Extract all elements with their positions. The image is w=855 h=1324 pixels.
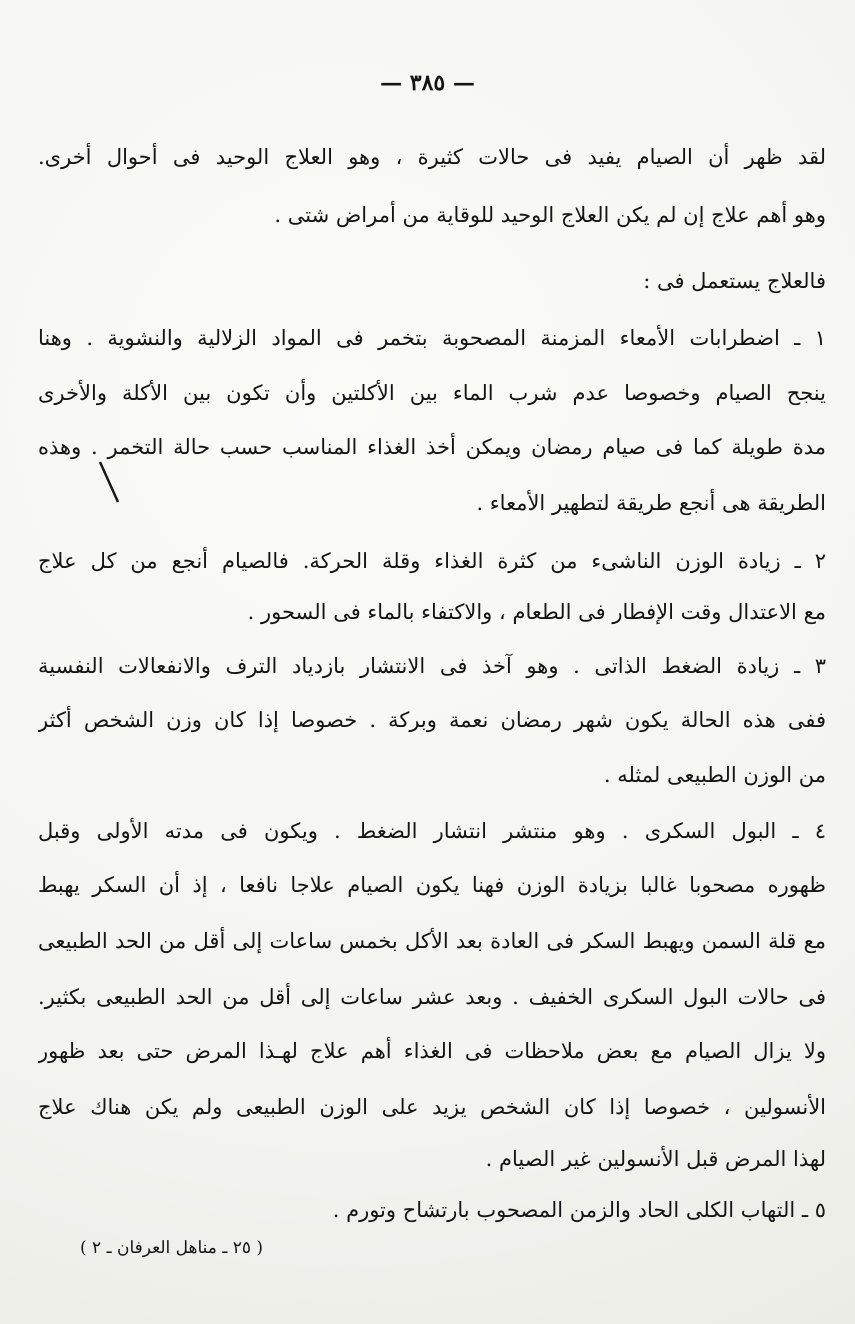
text-line-12: من الوزن الطبيعى لمثله . — [603, 763, 826, 787]
text-line-17: ولا يزال الصيام مع بعض ملاحظات فى الغذاء أهم علاج لهـذا المرض حتى بعد ظهور — [38, 1039, 826, 1063]
text-line-1: لقد ظهر أن الصيام يفيد فى حالات كثيرة ، وهو العلاج الوحيد فى أحوال أخرى. — [38, 145, 826, 169]
text-line-5: ينجح الصيام وخصوصا عدم شرب الماء بين الأكلتين وأن تكون بين الأكلة والأخرى — [38, 381, 826, 405]
text-line-2: وهو أهم علاج إن لم يكن العلاج الوحيد للوقاية من أمراض شتى . — [274, 203, 826, 227]
text-line-10: ٣ ـ زيادة الضغط الذاتى . وهو آخذ فى الانتشار بازدياد الترف والانفعالات النفسية — [38, 654, 826, 678]
text-line-14: ظهوره مصحوبا غالبا بزيادة الوزن فهنا يكون الصيام علاجا نافعا ، إذ أن السكر يهبط — [38, 873, 826, 897]
page-number: — ٣٨٥ — — [380, 70, 475, 96]
text-line-11: ففى هذه الحالة يكون شهر رمضان نعمة وبركة . خصوصا إذا كان وزن الشخص أكثر — [38, 708, 826, 732]
text-line-18: الأنسولين ، خصوصا إذا كان الشخص يزيد على الوزن الطبيعى ولم يكن هناك علاج — [38, 1095, 826, 1119]
text-line-7: الطريقة هى أنجع طريقة لتطهير الأمعاء . — [476, 491, 826, 515]
text-line-9: مع الاعتدال وقت الإفطار فى الطعام ، والاكتفاء بالماء فى السحور . — [247, 600, 826, 624]
text-line-8: ٢ ـ زيادة الوزن الناشىء من كثرة الغذاء وقلة الحركة. فالصيام أنجع من كل علاج — [38, 549, 826, 573]
text-line-15: مع قلة السمن ويهبط السكر فى العادة بعد الأكل بخمس ساعات إلى أقل من الحد الطبيعى — [38, 929, 826, 953]
text-line-6: مدة طويلة كما فى صيام رمضان ويمكن أخذ الغذاء المناسب حسب حالة التخمر . وهذه — [38, 435, 826, 459]
text-line-19: لهذا المرض قبل الأنسولين غير الصيام . — [485, 1147, 826, 1171]
text-line-20: ٥ ـ التهاب الكلى الحاد والزمن المصحوب بارتشاح وتورم . — [332, 1198, 826, 1222]
text-line-4: ١ ـ اضطرابات الأمعاء المزمنة المصحوبة بتخمر فى المواد الزلالية والنشوية . وهنا — [38, 326, 826, 350]
text-line-13: ٤ ـ البول السكرى . وهو منتشر انتشار الضغط . ويكون فى مدته الأولى وقبل — [38, 819, 826, 843]
footer-signature: ( ٢٥ ـ مناهل العرفان ـ ٢ ) — [80, 1238, 264, 1258]
pen-mark — [96, 458, 126, 508]
text-line-16: فى حالات البول السكرى الخفيف . وبعد عشر ساعات إلى أقل من الحد الطبيعى بكثير. — [38, 985, 826, 1009]
text-line-3: فالعلاج يستعمل فى : — [643, 269, 826, 293]
